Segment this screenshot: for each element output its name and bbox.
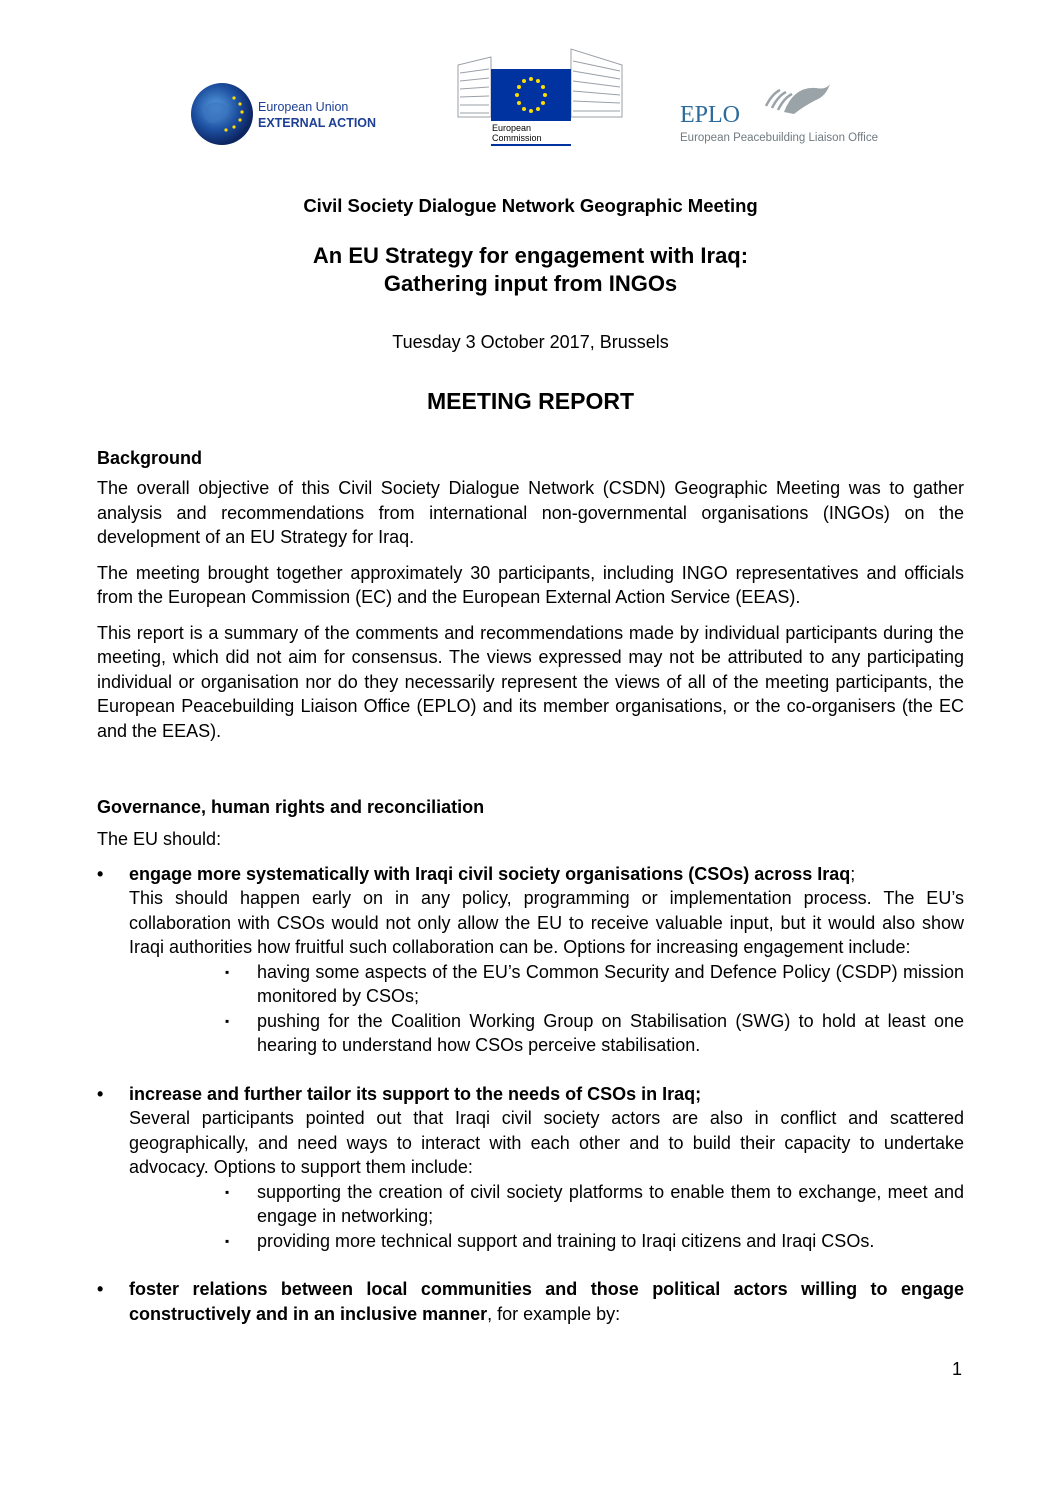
background-paragraph-2: The meeting brought together approximately 30 participants, including INGO representatives and officials from the European Commission (EC) and the European External Action Service (EEAS). [97, 562, 964, 607]
background-paragraph-3: This report is a summary of the comments and recommendations made by individual participants during the meeting, which did not aim for consensus. The views expressed may not be attributed to any participating individual or organisation nor do they necessarily represent the views of all of the meeting participants, the European Peacebuilding Liaison Office (EPLO) and its member organisations, or the co-organisers (the EC and the EEAS). [97, 622, 964, 741]
network-title: Civil Society Dialogue Network Geographic Meeting [303, 195, 758, 216]
page-number: 1 [952, 1359, 963, 1379]
eu-logo-line1: European Union [258, 100, 349, 114]
sub-list-item [225, 960, 964, 1009]
recommendation-title: engage more systematically with Iraqi civil society organisations (CSOs) across Iraq [129, 863, 851, 884]
list-item [97, 862, 964, 1058]
background-heading: Background [97, 448, 203, 468]
european-commission-logo [456, 45, 626, 150]
eplo-full-name: European Peacebuilding Liaison Office [680, 132, 878, 144]
bullet-marker: • [97, 863, 104, 884]
square-bullet-icon: ▪ [225, 1233, 230, 1248]
sub-list-item [225, 1229, 964, 1254]
eplo-acronym: EPLO [680, 102, 740, 128]
square-bullet-icon: ▪ [225, 964, 230, 979]
list-item [97, 1277, 964, 1326]
square-bullet-icon: ▪ [225, 1184, 230, 1199]
logo-bar [0, 40, 1058, 160]
sub-list-item [225, 1009, 964, 1058]
sub-list-item [225, 1180, 964, 1229]
document-title-line1: An EU Strategy for engagement with Iraq: [312, 243, 749, 268]
sub-item-text: supporting the creation of civil society platforms to enable them to exchange, meet and engage in networking; [257, 1181, 964, 1226]
recommendation-text: This should happen early on in any policy, programming or implementation process. The EU’s collaboration with CSOs would not only allow the EU to receive valuable input, but it would also show Iraqi authorities how fruitful such collaboration can be. Options for increasing engagement include: [129, 888, 964, 957]
document-body [97, 192, 964, 1326]
eu-logo-line2: EXTERNAL ACTION [258, 116, 377, 130]
list-item [97, 1082, 964, 1254]
report-heading: MEETING REPORT [426, 388, 634, 414]
bullet-marker: • [97, 1083, 104, 1104]
bullet-marker: • [97, 1279, 104, 1299]
ec-logo-line2: Commission [492, 133, 542, 143]
governance-heading: Governance, human rights and reconciliation [97, 797, 485, 817]
recommendation-title-tail: ; [850, 863, 856, 884]
recommendation-title: foster relations between local communities and those political actors willing to engage constructively and in an inclusive manner [129, 1279, 964, 1324]
recommendation-tail: , for example by: [487, 1303, 621, 1324]
meeting-date: Tuesday 3 October 2017, Brussels [392, 332, 669, 352]
recommendation-list [97, 862, 964, 1327]
globe-icon [190, 80, 420, 150]
recommendation-text: Several participants pointed out that Iraqi civil society actors are also in conflict and scattered geographically, and need ways to interact with each other and to build their capacity to undertake advocacy. Options to support them include: [129, 1108, 964, 1177]
sub-list [129, 960, 964, 1058]
sub-item-text: providing more technical support and training to Iraqi citizens and Iraqi CSOs. [257, 1230, 875, 1251]
document-title-line2: Gathering input from INGOs [383, 271, 678, 296]
eplo-logo [676, 80, 896, 150]
ec-logo-line1: European [492, 123, 532, 133]
background-paragraph-1: The overall objective of this Civil Society Dialogue Network (CSDN) Geographic Meeting was to gather analysis and recommendations from international non-governmental organisations (INGOs) on the development of an EU Strategy for Iraq. [97, 478, 964, 547]
sub-item-text: having some aspects of the EU’s Common Security and Defence Policy (CSDP) mission monitored by CSOs; [257, 961, 964, 1006]
recommendation-title: increase and further tailor its support to the needs of CSOs in Iraq; [129, 1083, 702, 1104]
sub-list [129, 1180, 964, 1254]
eu-external-action-logo [190, 80, 420, 150]
square-bullet-icon: ▪ [225, 1013, 230, 1028]
governance-intro: The EU should: [97, 829, 222, 849]
sub-item-text: pushing for the Coalition Working Group on Stabilisation (SWG) to hold at least one hearing to understand how CSOs perceive stabilisation. [257, 1010, 964, 1055]
